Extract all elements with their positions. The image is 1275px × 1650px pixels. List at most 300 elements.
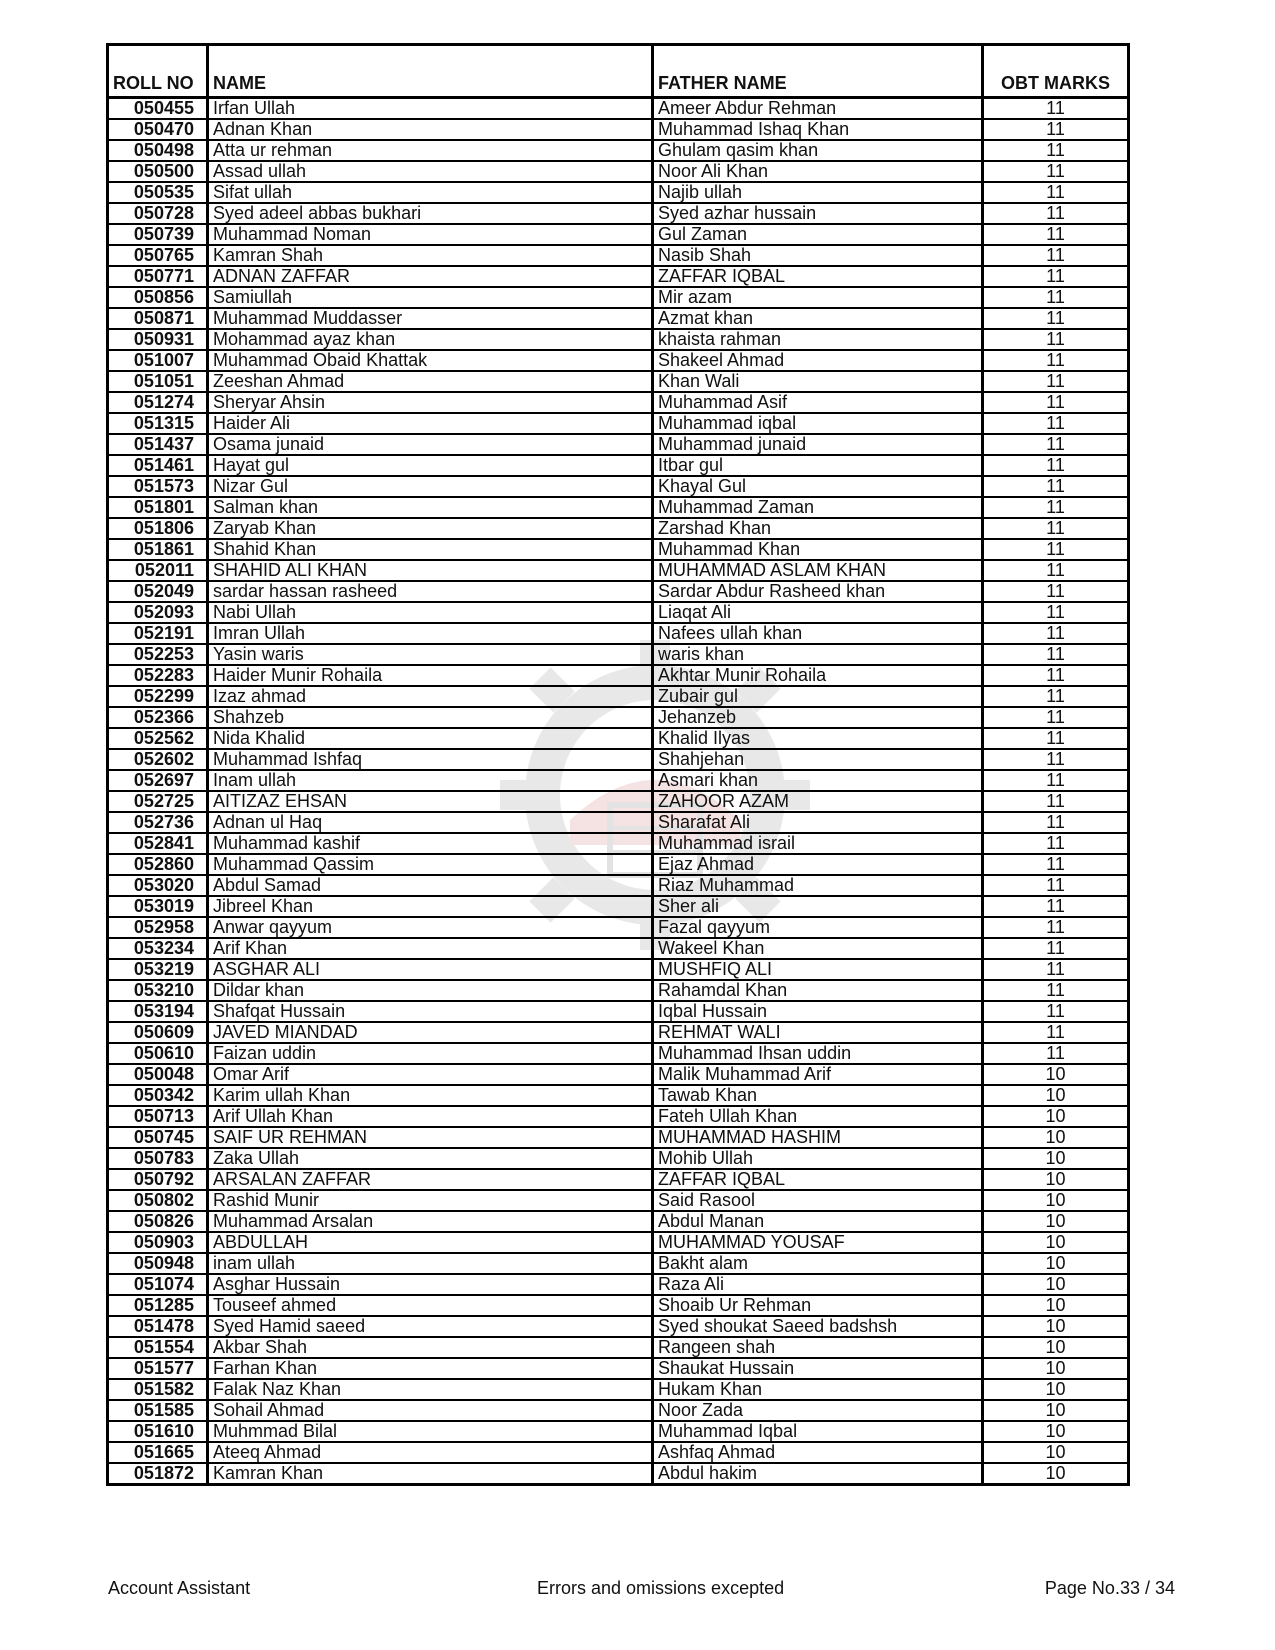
roll-no-cell: 050903 xyxy=(108,1232,208,1253)
roll-no-cell: 052093 xyxy=(108,602,208,623)
father-name-cell: Wakeel Khan xyxy=(653,938,983,959)
table-row xyxy=(108,1064,1129,1085)
table-row xyxy=(108,1085,1129,1106)
roll-no-cell: 053194 xyxy=(108,1001,208,1022)
roll-no-cell: 050871 xyxy=(108,308,208,329)
table-row xyxy=(108,1106,1129,1127)
name-cell: Atta ur rehman xyxy=(208,140,653,161)
name-cell: Osama junaid xyxy=(208,434,653,455)
table-row xyxy=(108,1274,1129,1295)
name-cell: JAVED MIANDAD xyxy=(208,1022,653,1043)
obt-marks-cell: 10 xyxy=(983,1064,1129,1085)
table-row xyxy=(108,1022,1129,1043)
name-cell: Syed adeel abbas bukhari xyxy=(208,203,653,224)
name-cell: inam ullah xyxy=(208,1253,653,1274)
roll-no-cell: 050609 xyxy=(108,1022,208,1043)
table-row xyxy=(108,1211,1129,1232)
obt-marks-cell: 11 xyxy=(983,539,1129,560)
father-name-cell: Hukam Khan xyxy=(653,1379,983,1400)
name-cell: Omar Arif xyxy=(208,1064,653,1085)
father-name-cell: Fazal qayyum xyxy=(653,917,983,938)
obt-marks-cell: 10 xyxy=(983,1379,1129,1400)
roll-no-cell: 051437 xyxy=(108,434,208,455)
father-name-cell: Syed azhar hussain xyxy=(653,203,983,224)
obt-marks-cell: 11 xyxy=(983,980,1129,1001)
roll-no-cell: 052725 xyxy=(108,791,208,812)
father-name-cell: Muhammad junaid xyxy=(653,434,983,455)
table-row xyxy=(108,1400,1129,1421)
obt-marks-cell: 11 xyxy=(983,266,1129,287)
table-row xyxy=(108,728,1129,749)
table-row xyxy=(108,245,1129,266)
roll-no-cell: 052011 xyxy=(108,560,208,581)
roll-no-cell: 053234 xyxy=(108,938,208,959)
roll-no-cell: 050931 xyxy=(108,329,208,350)
obt-marks-cell: 11 xyxy=(983,497,1129,518)
name-cell: AITIZAZ EHSAN xyxy=(208,791,653,812)
name-cell: Muhammad Arsalan xyxy=(208,1211,653,1232)
father-name-cell: Bakht alam xyxy=(653,1253,983,1274)
name-cell: Mohammad ayaz khan xyxy=(208,329,653,350)
table-row xyxy=(108,833,1129,854)
table-row xyxy=(108,581,1129,602)
roll-no-cell: 050728 xyxy=(108,203,208,224)
table-row xyxy=(108,1295,1129,1316)
roll-no-cell: 052602 xyxy=(108,749,208,770)
father-name-cell: Muhammad israil xyxy=(653,833,983,854)
table-row xyxy=(108,707,1129,728)
table-row xyxy=(108,749,1129,770)
father-name-cell: Asmari khan xyxy=(653,770,983,791)
name-cell: Abdul Samad xyxy=(208,875,653,896)
obt-marks-cell: 11 xyxy=(983,329,1129,350)
name-cell: Shahid Khan xyxy=(208,539,653,560)
table-row xyxy=(108,1253,1129,1274)
obt-marks-cell: 11 xyxy=(983,224,1129,245)
table-row xyxy=(108,602,1129,623)
table-row xyxy=(108,623,1129,644)
name-cell: Anwar qayyum xyxy=(208,917,653,938)
obt-marks-cell: 11 xyxy=(983,686,1129,707)
father-name-cell: Ejaz Ahmad xyxy=(653,854,983,875)
father-name-cell: Mir azam xyxy=(653,287,983,308)
table-row xyxy=(108,1463,1129,1485)
name-cell: Muhmmad Bilal xyxy=(208,1421,653,1442)
table-row xyxy=(108,371,1129,392)
father-name-cell: REHMAT WALI xyxy=(653,1022,983,1043)
father-name-cell: Syed shoukat Saeed badshsh xyxy=(653,1316,983,1337)
roll-no-cell: 050856 xyxy=(108,287,208,308)
footer-designation: Account Assistant xyxy=(108,1578,251,1598)
name-cell: Inam ullah xyxy=(208,770,653,791)
roll-no-cell: 052253 xyxy=(108,644,208,665)
father-name-cell: Nasib Shah xyxy=(653,245,983,266)
father-name-cell: Itbar gul xyxy=(653,455,983,476)
obt-marks-cell: 11 xyxy=(983,245,1129,266)
father-name-cell: Raza Ali xyxy=(653,1274,983,1295)
father-name-cell: waris khan xyxy=(653,644,983,665)
father-name-cell: Abdul hakim xyxy=(653,1463,983,1485)
obt-marks-cell: 10 xyxy=(983,1400,1129,1421)
father-name-cell: Khan Wali xyxy=(653,371,983,392)
roll-no-cell: 051554 xyxy=(108,1337,208,1358)
obt-marks-cell: 11 xyxy=(983,518,1129,539)
roll-no-cell: 050535 xyxy=(108,182,208,203)
roll-no-cell: 053210 xyxy=(108,980,208,1001)
table-row xyxy=(108,770,1129,791)
obt-marks-cell: 10 xyxy=(983,1190,1129,1211)
father-name-cell: Nafees ullah khan xyxy=(653,623,983,644)
roll-no-cell: 050948 xyxy=(108,1253,208,1274)
father-name-cell: Muhammad Ishaq Khan xyxy=(653,119,983,140)
obt-marks-cell: 11 xyxy=(983,812,1129,833)
name-cell: SAIF UR REHMAN xyxy=(208,1127,653,1148)
father-name-cell: MUHAMMAD HASHIM xyxy=(653,1127,983,1148)
name-cell: Haider Munir Rohaila xyxy=(208,665,653,686)
table-row xyxy=(108,119,1129,140)
father-name-cell: Abdul Manan xyxy=(653,1211,983,1232)
father-name-cell: Rangeen shah xyxy=(653,1337,983,1358)
father-name-cell: MUSHFIQ ALI xyxy=(653,959,983,980)
table-row xyxy=(108,266,1129,287)
obt-marks-cell: 10 xyxy=(983,1232,1129,1253)
obt-marks-cell: 11 xyxy=(983,119,1129,140)
obt-marks-cell: 11 xyxy=(983,1022,1129,1043)
name-cell: Imran Ullah xyxy=(208,623,653,644)
father-name-cell: Shaukat Hussain xyxy=(653,1358,983,1379)
father-name-cell: Zarshad Khan xyxy=(653,518,983,539)
obt-marks-cell: 10 xyxy=(983,1274,1129,1295)
table-row xyxy=(108,434,1129,455)
obt-marks-cell: 11 xyxy=(983,665,1129,686)
roll-no-cell: 050739 xyxy=(108,224,208,245)
name-cell: Yasin waris xyxy=(208,644,653,665)
name-cell: Adnan Khan xyxy=(208,119,653,140)
name-cell: SHAHID ALI KHAN xyxy=(208,560,653,581)
name-cell: Syed Hamid saeed xyxy=(208,1316,653,1337)
name-cell: Karim ullah Khan xyxy=(208,1085,653,1106)
name-cell: Arif Ullah Khan xyxy=(208,1106,653,1127)
table-row xyxy=(108,938,1129,959)
name-cell: Dildar khan xyxy=(208,980,653,1001)
table-row xyxy=(108,1337,1129,1358)
roll-no-cell: 051806 xyxy=(108,518,208,539)
father-name-cell: Muhammad Zaman xyxy=(653,497,983,518)
table-row xyxy=(108,665,1129,686)
footer-disclaimer: Errors and omissions excepted xyxy=(537,1578,785,1598)
name-cell: Nida Khalid xyxy=(208,728,653,749)
name-cell: Muhammad Obaid Khattak xyxy=(208,350,653,371)
roll-no-cell: 051801 xyxy=(108,497,208,518)
table-row xyxy=(108,1442,1129,1463)
father-name-header: FATHER NAME xyxy=(653,45,983,98)
father-name-cell: Riaz Muhammad xyxy=(653,875,983,896)
name-cell: Muhammad Noman xyxy=(208,224,653,245)
father-name-cell: Muhammad Asif xyxy=(653,392,983,413)
name-cell: Rashid Munir xyxy=(208,1190,653,1211)
roll-no-cell: 051582 xyxy=(108,1379,208,1400)
obt-marks-cell: 10 xyxy=(983,1463,1129,1485)
roll-no-cell: 050455 xyxy=(108,98,208,120)
father-name-cell: Khalid Ilyas xyxy=(653,728,983,749)
obt-marks-cell: 11 xyxy=(983,896,1129,917)
obt-marks-cell: 11 xyxy=(983,1043,1129,1064)
roll-no-cell: 051610 xyxy=(108,1421,208,1442)
table-row xyxy=(108,518,1129,539)
name-cell: Irfan Ullah xyxy=(208,98,653,120)
roll-no-cell: 051861 xyxy=(108,539,208,560)
table-row xyxy=(108,1148,1129,1169)
obt-marks-cell: 11 xyxy=(983,875,1129,896)
obt-marks-cell: 11 xyxy=(983,707,1129,728)
obt-marks-cell: 11 xyxy=(983,959,1129,980)
name-cell: Sifat ullah xyxy=(208,182,653,203)
table-row xyxy=(108,476,1129,497)
roll-no-cell: 053020 xyxy=(108,875,208,896)
roll-no-cell: 051274 xyxy=(108,392,208,413)
father-name-cell: ZAFFAR IQBAL xyxy=(653,1169,983,1190)
obt-marks-cell: 10 xyxy=(983,1148,1129,1169)
father-name-cell: Muhammad Khan xyxy=(653,539,983,560)
name-cell: Samiullah xyxy=(208,287,653,308)
obt-marks-cell: 11 xyxy=(983,287,1129,308)
table-row xyxy=(108,1001,1129,1022)
obt-marks-cell: 11 xyxy=(983,581,1129,602)
roll-no-cell: 052736 xyxy=(108,812,208,833)
table-row xyxy=(108,959,1129,980)
name-cell: Muhammad Muddasser xyxy=(208,308,653,329)
roll-no-cell: 050470 xyxy=(108,119,208,140)
roll-no-cell: 050342 xyxy=(108,1085,208,1106)
obt-marks-cell: 10 xyxy=(983,1211,1129,1232)
name-cell: Farhan Khan xyxy=(208,1358,653,1379)
name-cell: Sheryar Ahsin xyxy=(208,392,653,413)
table-row xyxy=(108,1169,1129,1190)
obt-marks-cell: 10 xyxy=(983,1085,1129,1106)
father-name-cell: Sharafat Ali xyxy=(653,812,983,833)
father-name-cell: Akhtar Munir Rohaila xyxy=(653,665,983,686)
name-cell: Kamran Shah xyxy=(208,245,653,266)
roll-no-cell: 053019 xyxy=(108,896,208,917)
name-cell: ADNAN ZAFFAR xyxy=(208,266,653,287)
obt-marks-cell: 10 xyxy=(983,1169,1129,1190)
roll-no-cell: 051665 xyxy=(108,1442,208,1463)
table-row xyxy=(108,161,1129,182)
obt-marks-cell: 11 xyxy=(983,434,1129,455)
obt-marks-cell: 11 xyxy=(983,644,1129,665)
name-cell: Assad ullah xyxy=(208,161,653,182)
roll-no-cell: 052958 xyxy=(108,917,208,938)
footer-page-number: Page No.33 / 34 xyxy=(1044,1578,1175,1598)
obt-marks-cell: 11 xyxy=(983,413,1129,434)
father-name-cell: Malik Muhammad Arif xyxy=(653,1064,983,1085)
obt-marks-cell: 11 xyxy=(983,371,1129,392)
obt-marks-cell: 11 xyxy=(983,602,1129,623)
name-header: NAME xyxy=(208,45,653,98)
table-row xyxy=(108,497,1129,518)
roll-no-cell: 050048 xyxy=(108,1064,208,1085)
obt-marks-cell: 10 xyxy=(983,1253,1129,1274)
obt-marks-cell: 11 xyxy=(983,770,1129,791)
obt-marks-cell: 11 xyxy=(983,938,1129,959)
obt-marks-cell: 11 xyxy=(983,350,1129,371)
father-name-cell: Najib ullah xyxy=(653,182,983,203)
name-cell: ARSALAN ZAFFAR xyxy=(208,1169,653,1190)
table-row xyxy=(108,98,1129,120)
roll-no-cell: 052366 xyxy=(108,707,208,728)
obt-marks-cell: 11 xyxy=(983,140,1129,161)
table-row xyxy=(108,1232,1129,1253)
obt-marks-cell: 11 xyxy=(983,203,1129,224)
obt-marks-cell: 11 xyxy=(983,623,1129,644)
obt-marks-cell: 11 xyxy=(983,392,1129,413)
roll-no-cell: 050771 xyxy=(108,266,208,287)
obt-marks-cell: 11 xyxy=(983,455,1129,476)
obt-marks-cell: 11 xyxy=(983,308,1129,329)
roll-no-cell: 050500 xyxy=(108,161,208,182)
roll-no-cell: 050783 xyxy=(108,1148,208,1169)
table-row xyxy=(108,140,1129,161)
roll-no-cell: 052860 xyxy=(108,854,208,875)
obt-marks-cell: 10 xyxy=(983,1127,1129,1148)
father-name-cell: Jehanzeb xyxy=(653,707,983,728)
obt-marks-cell: 11 xyxy=(983,560,1129,581)
table-row xyxy=(108,287,1129,308)
father-name-cell: Liaqat Ali xyxy=(653,602,983,623)
table-row xyxy=(108,224,1129,245)
father-name-cell: Tawab Khan xyxy=(653,1085,983,1106)
father-name-cell: Shahjehan xyxy=(653,749,983,770)
name-cell: Arif Khan xyxy=(208,938,653,959)
obt-marks-cell: 10 xyxy=(983,1442,1129,1463)
roll-no-cell: 052841 xyxy=(108,833,208,854)
roll-no-cell: 053219 xyxy=(108,959,208,980)
father-name-cell: Zubair gul xyxy=(653,686,983,707)
obt-marks-cell: 10 xyxy=(983,1358,1129,1379)
results-table xyxy=(106,43,1130,1486)
name-cell: Salman khan xyxy=(208,497,653,518)
father-name-cell: MUHAMMAD ASLAM KHAN xyxy=(653,560,983,581)
obt-marks-cell: 10 xyxy=(983,1295,1129,1316)
father-name-cell: Ashfaq Ahmad xyxy=(653,1442,983,1463)
obt-marks-cell: 11 xyxy=(983,161,1129,182)
table-row xyxy=(108,539,1129,560)
obt-marks-cell: 11 xyxy=(983,98,1129,120)
table-row xyxy=(108,350,1129,371)
obt-marks-cell: 10 xyxy=(983,1316,1129,1337)
roll-no-cell: 050713 xyxy=(108,1106,208,1127)
father-name-cell: Ghulam qasim khan xyxy=(653,140,983,161)
name-cell: Zaryab Khan xyxy=(208,518,653,539)
table-row xyxy=(108,1421,1129,1442)
father-name-cell: Sher ali xyxy=(653,896,983,917)
roll-no-cell: 050792 xyxy=(108,1169,208,1190)
roll-no-cell: 051872 xyxy=(108,1463,208,1485)
roll-no-cell: 052191 xyxy=(108,623,208,644)
obt-marks-cell: 11 xyxy=(983,854,1129,875)
table-row xyxy=(108,980,1129,1001)
table-row xyxy=(108,896,1129,917)
roll-no-cell: 050765 xyxy=(108,245,208,266)
name-cell: Hayat gul xyxy=(208,455,653,476)
roll-no-cell: 051577 xyxy=(108,1358,208,1379)
roll-no-cell: 051074 xyxy=(108,1274,208,1295)
table-row xyxy=(108,392,1129,413)
name-cell: Adnan ul Haq xyxy=(208,812,653,833)
name-cell: Sohail Ahmad xyxy=(208,1400,653,1421)
father-name-cell: Shoaib Ur Rehman xyxy=(653,1295,983,1316)
name-cell: ABDULLAH xyxy=(208,1232,653,1253)
table-row xyxy=(108,413,1129,434)
roll-no-cell: 051315 xyxy=(108,413,208,434)
table-row xyxy=(108,917,1129,938)
father-name-cell: Ameer Abdur Rehman xyxy=(653,98,983,120)
name-cell: Asghar Hussain xyxy=(208,1274,653,1295)
table-row xyxy=(108,854,1129,875)
roll-no-cell: 051585 xyxy=(108,1400,208,1421)
roll-no-cell: 050802 xyxy=(108,1190,208,1211)
father-name-cell: Gul Zaman xyxy=(653,224,983,245)
table-row xyxy=(108,1358,1129,1379)
roll-no-cell: 052299 xyxy=(108,686,208,707)
father-name-cell: ZAHOOR AZAM xyxy=(653,791,983,812)
father-name-cell: Muhammad Iqbal xyxy=(653,1421,983,1442)
father-name-cell: Noor Zada xyxy=(653,1400,983,1421)
father-name-cell: Muhammad iqbal xyxy=(653,413,983,434)
roll-no-cell: 052049 xyxy=(108,581,208,602)
obt-marks-cell: 11 xyxy=(983,476,1129,497)
obt-marks-cell: 11 xyxy=(983,728,1129,749)
table-row xyxy=(108,1379,1129,1400)
obt-marks-cell: 11 xyxy=(983,791,1129,812)
obt-marks-cell: 11 xyxy=(983,749,1129,770)
roll-no-cell: 050826 xyxy=(108,1211,208,1232)
roll-no-cell: 051573 xyxy=(108,476,208,497)
roll-no-cell: 052697 xyxy=(108,770,208,791)
father-name-cell: khaista rahman xyxy=(653,329,983,350)
roll-no-cell: 052283 xyxy=(108,665,208,686)
obt-marks-cell: 11 xyxy=(983,1001,1129,1022)
table-row xyxy=(108,1190,1129,1211)
table-row xyxy=(108,1043,1129,1064)
obt-marks-cell: 10 xyxy=(983,1106,1129,1127)
name-cell: Touseef ahmed xyxy=(208,1295,653,1316)
roll-no-cell: 051461 xyxy=(108,455,208,476)
father-name-cell: Sardar Abdur Rasheed khan xyxy=(653,581,983,602)
father-name-cell: Khayal Gul xyxy=(653,476,983,497)
obt-marks-cell: 10 xyxy=(983,1337,1129,1358)
table-row xyxy=(108,1127,1129,1148)
father-name-cell: Fateh Ullah Khan xyxy=(653,1106,983,1127)
roll-no-cell: 051478 xyxy=(108,1316,208,1337)
name-cell: Ateeq Ahmad xyxy=(208,1442,653,1463)
father-name-cell: Azmat khan xyxy=(653,308,983,329)
name-cell: Izaz ahmad xyxy=(208,686,653,707)
father-name-cell: MUHAMMAD YOUSAF xyxy=(653,1232,983,1253)
name-cell: Muhammad kashif xyxy=(208,833,653,854)
name-cell: Zeeshan Ahmad xyxy=(208,371,653,392)
name-cell: ASGHAR ALI xyxy=(208,959,653,980)
name-cell: Faizan uddin xyxy=(208,1043,653,1064)
name-cell: sardar hassan rasheed xyxy=(208,581,653,602)
roll-no-cell: 051285 xyxy=(108,1295,208,1316)
father-name-cell: Iqbal Hussain xyxy=(653,1001,983,1022)
father-name-cell: Shakeel Ahmad xyxy=(653,350,983,371)
roll-no-cell: 051051 xyxy=(108,371,208,392)
table-header-row xyxy=(108,45,1129,98)
table-row xyxy=(108,203,1129,224)
table-row xyxy=(108,329,1129,350)
